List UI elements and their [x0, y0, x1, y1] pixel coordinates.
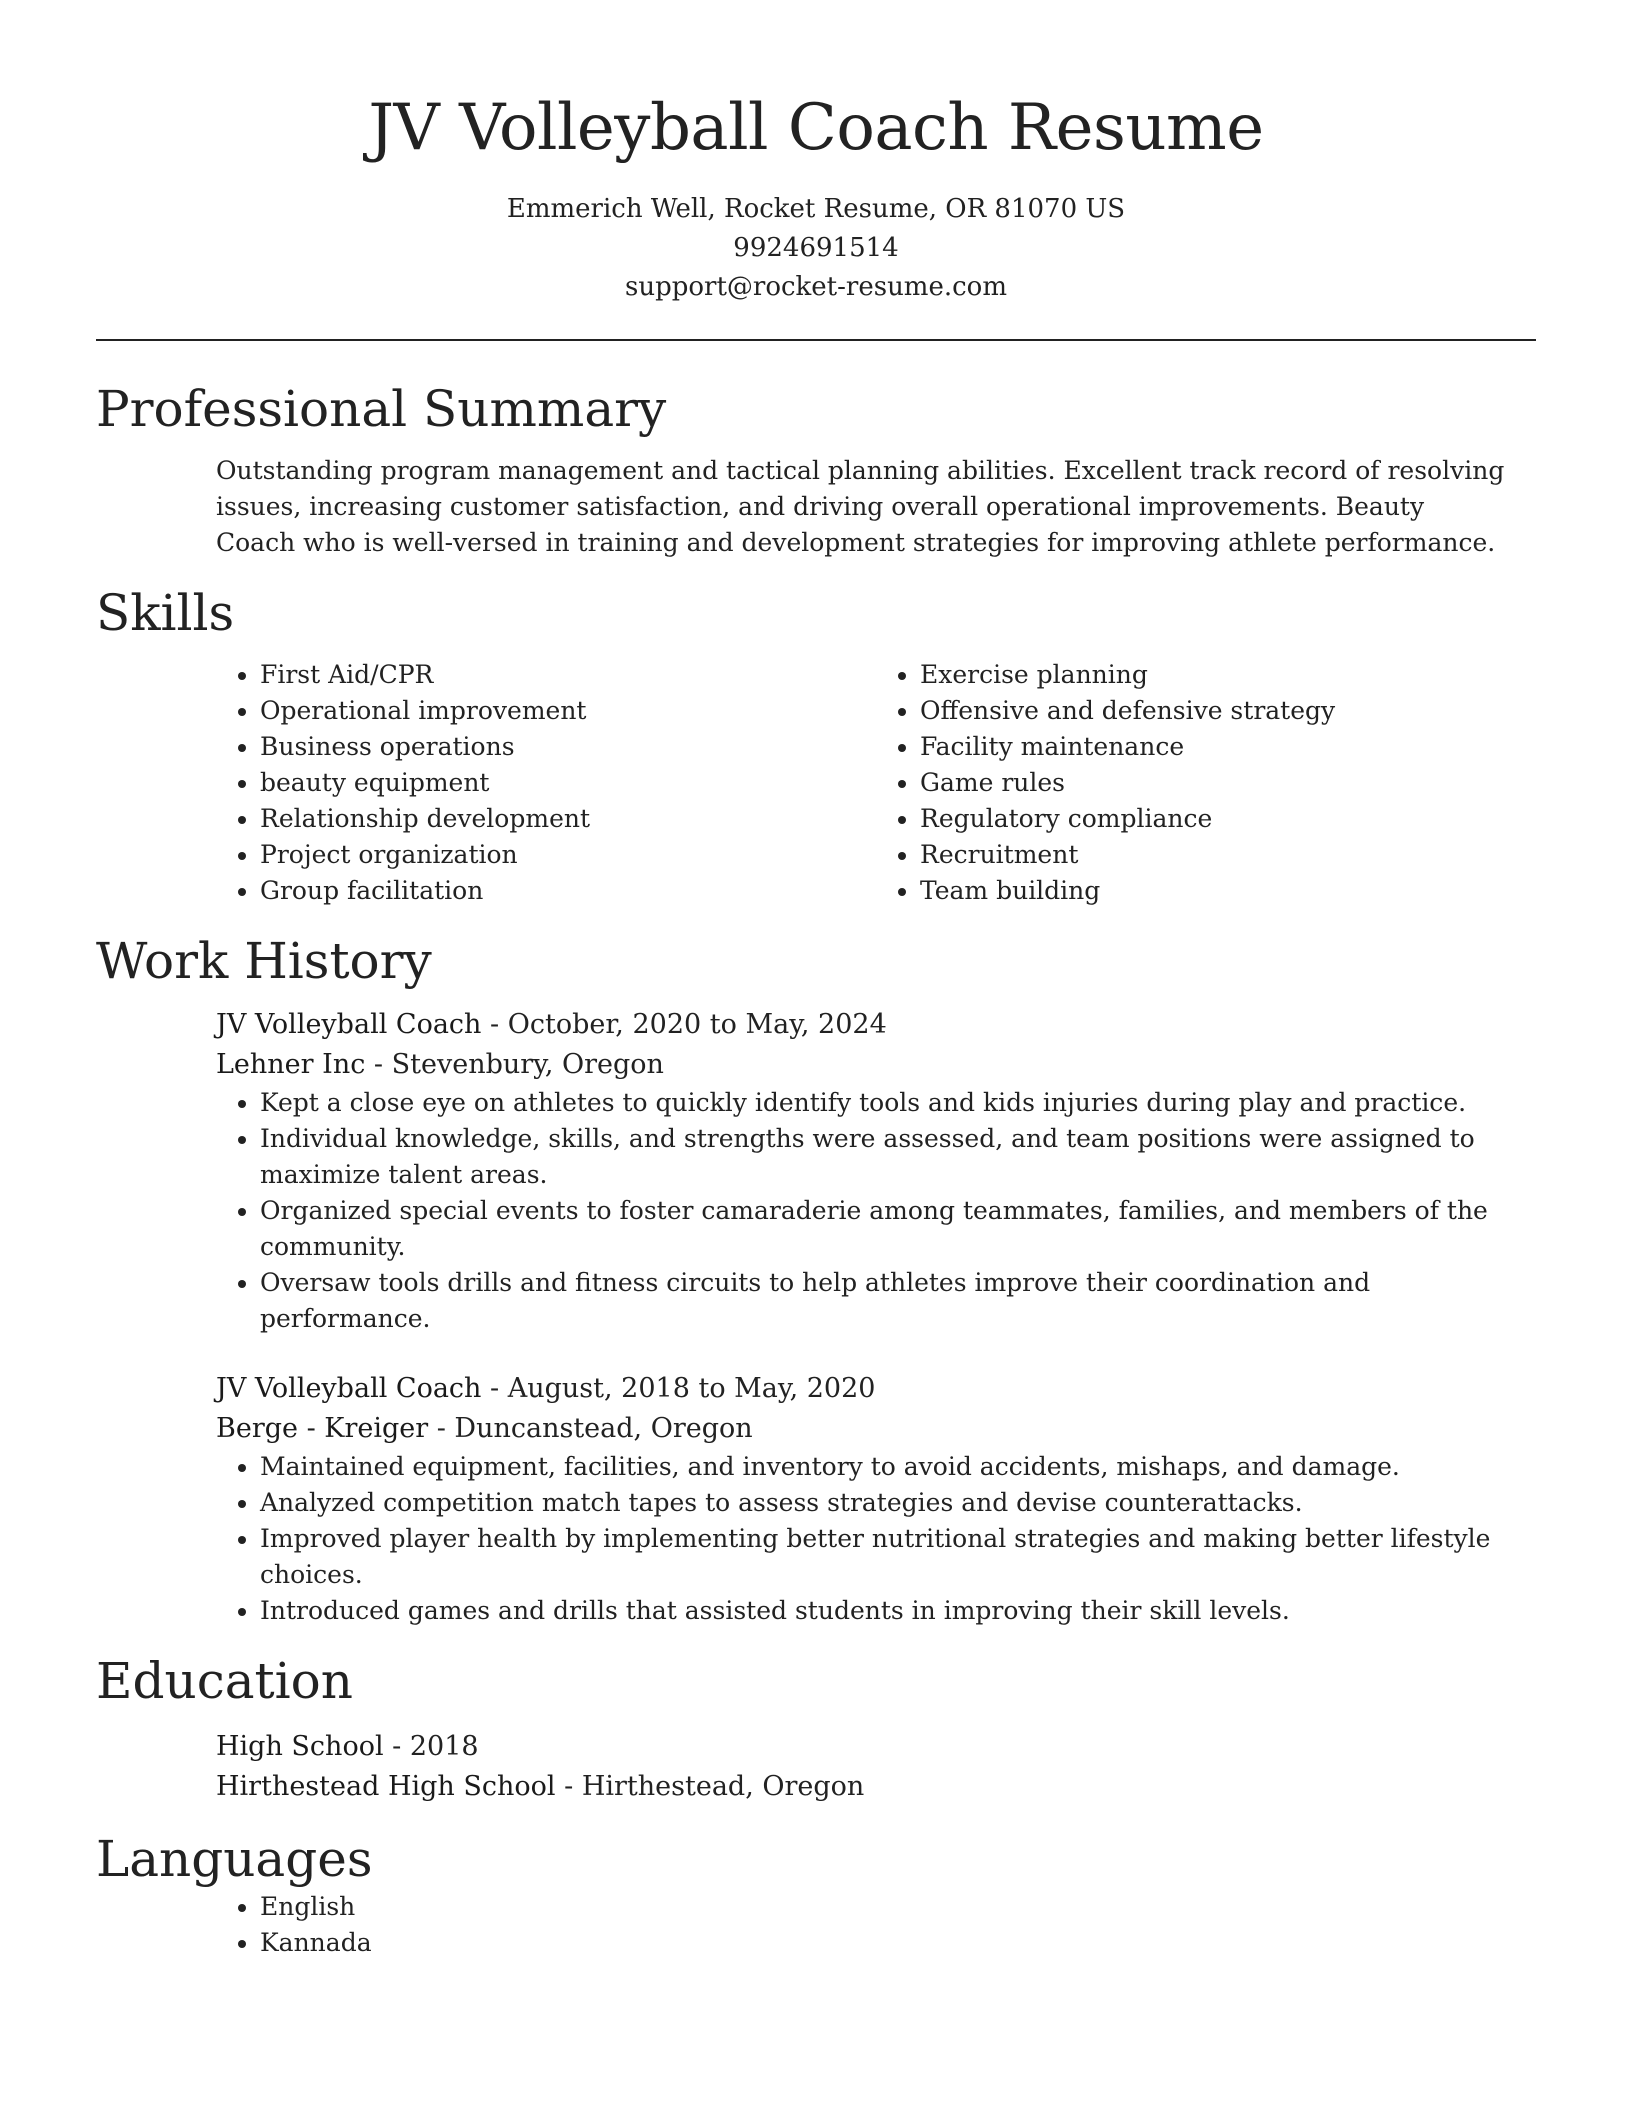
job-bullet: • Analyzed competition match tapes to assess strategies and devise counterattacks.: [260, 1485, 1516, 1521]
languages-section: [96, 1829, 1536, 1961]
languages-heading: Languages: [96, 1830, 373, 1888]
skill-item: • Team building: [920, 873, 1536, 909]
skill-item: • Facility maintenance: [920, 729, 1536, 765]
summary-section: [96, 379, 1536, 561]
skill-item: • Exercise planning: [920, 657, 1536, 693]
job-bullet: • Kept a close eye on athletes to quickly identify tools and kids injuries during play and practice.: [260, 1085, 1516, 1121]
skills-heading: Skills: [96, 584, 235, 642]
language-item: • Kannada: [260, 1925, 1536, 1961]
job-bullet: • Organized special events to foster camaraderie among teammates, families, and members of the community.: [260, 1193, 1516, 1265]
education-section: [96, 1651, 1536, 1807]
job-dates: - August, 2018 to May, 2020: [481, 1373, 876, 1404]
education-heading: Education: [96, 1652, 353, 1710]
skill-item: • beauty equipment: [260, 765, 876, 801]
header-divider: [96, 339, 1536, 341]
job-company: Lehner Inc: [216, 1049, 366, 1080]
education-degree: High School: [216, 1731, 384, 1762]
job-bullet: • Introduced games and drills that assisted students in improving their skill levels.: [260, 1593, 1516, 1629]
job-entry: [216, 1005, 1536, 1337]
skill-item: • First Aid/CPR: [260, 657, 876, 693]
skill-item: • Game rules: [920, 765, 1536, 801]
summary-text: Outstanding program management and tactical planning abilities. Excellent track record of resolving issues, increasing customer satisfaction, and driving overall operational improvements. Beauty Coach who is well-versed in training and development strategies for improving athlete performance.: [216, 456, 1505, 557]
languages-list: [216, 1889, 1536, 1961]
skill-item: • Recruitment: [920, 837, 1536, 873]
skill-item: • Project organization: [260, 837, 876, 873]
contact-address: Emmerich Well, Rocket Resume, OR 81070 US: [506, 194, 1126, 224]
education-school: Hirthestead High School: [216, 1771, 556, 1802]
resume-header: [96, 0, 1536, 307]
education-location: - Hirthestead, Oregon: [555, 1771, 865, 1802]
job-bullet: • Improved player health by implementing better nutritional strategies and making better lifestyle choices.: [260, 1521, 1516, 1593]
job-company-line: [216, 1409, 1536, 1449]
job-title-line: [216, 1005, 1536, 1045]
job-entry: [216, 1369, 1536, 1629]
job-location: - Duncanstead, Oregon: [428, 1413, 753, 1444]
job-bullets: [216, 1449, 1536, 1629]
job-company: Berge - Kreiger: [216, 1413, 429, 1444]
job-title: JV Volleyball Coach: [216, 1373, 482, 1404]
skills-grid: [216, 657, 1536, 909]
language-item: • English: [260, 1889, 1536, 1925]
skills-section: [96, 583, 1536, 909]
job-bullet: • Individual knowledge, skills, and strengths were assessed, and team positions were assigned to maximize talent areas.: [260, 1121, 1516, 1193]
education-degree-line: [216, 1727, 1536, 1767]
job-title-line: [216, 1369, 1536, 1409]
job-location: - Stevenbury, Oregon: [365, 1049, 664, 1080]
job-bullet: • Oversaw tools drills and fitness circuits to help athletes improve their coordination and performance.: [260, 1265, 1516, 1337]
contact-info: [96, 190, 1536, 307]
education-year: - 2018: [383, 1731, 479, 1762]
contact-phone: 9924691514: [733, 233, 899, 263]
skill-item: • Group facilitation: [260, 873, 876, 909]
work-history-heading: Work History: [96, 932, 432, 990]
resume-title: JV Volleyball Coach Resume: [368, 91, 1264, 165]
skill-item: • Operational improvement: [260, 693, 876, 729]
summary-heading: Professional Summary: [96, 380, 667, 438]
work-history-section: [96, 931, 1536, 1629]
skills-column-left: [216, 657, 876, 909]
skill-item: • Offensive and defensive strategy: [920, 693, 1536, 729]
contact-email: support@rocket-resume.com: [624, 272, 1007, 302]
job-bullets: [216, 1085, 1536, 1337]
education-entry: [216, 1727, 1536, 1807]
skills-column-right: [876, 657, 1536, 909]
skill-item: • Business operations: [260, 729, 876, 765]
education-school-line: [216, 1767, 1536, 1807]
job-title: JV Volleyball Coach: [216, 1009, 482, 1040]
skill-item: • Relationship development: [260, 801, 876, 837]
job-bullet: • Maintained equipment, facilities, and inventory to avoid accidents, mishaps, and damage.: [260, 1449, 1516, 1485]
skill-item: • Regulatory compliance: [920, 801, 1536, 837]
job-company-line: [216, 1045, 1536, 1085]
job-dates: - October, 2020 to May, 2024: [481, 1009, 887, 1040]
